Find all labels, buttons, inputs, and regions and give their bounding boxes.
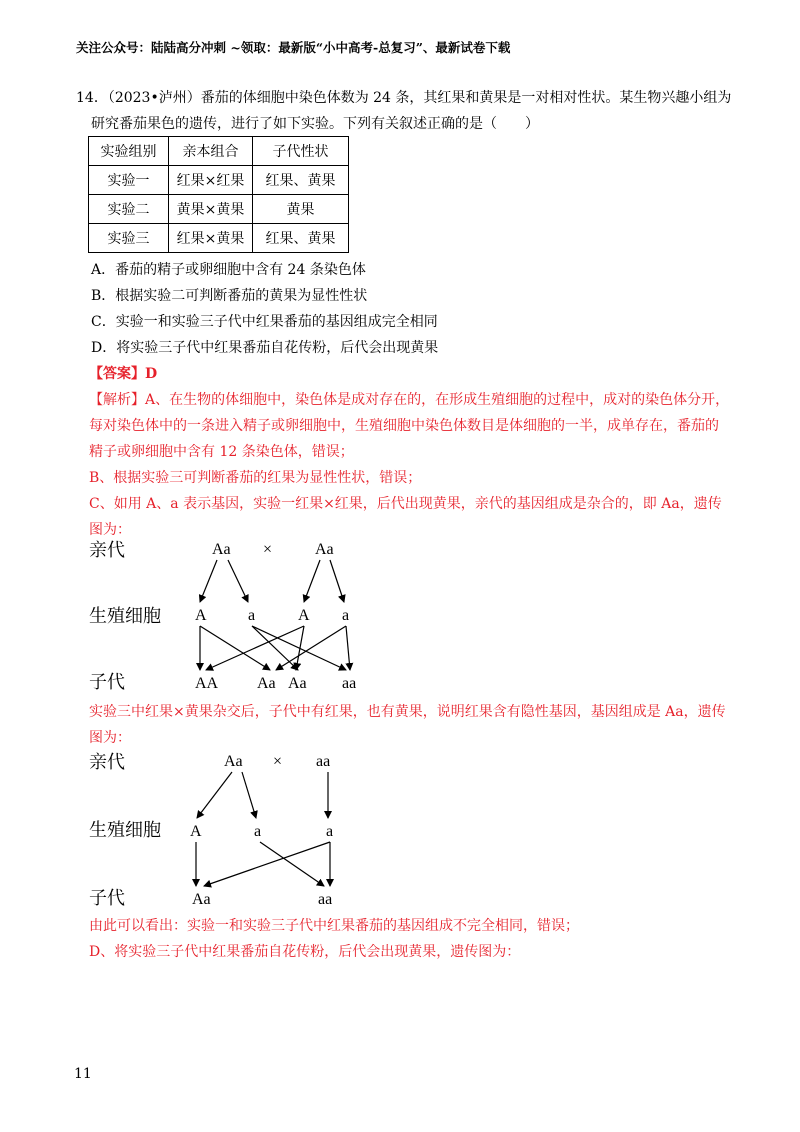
option-c: C．实验一和实验三子代中红果番茄的基因组成完全相同 bbox=[91, 314, 438, 330]
cross-symbol: × bbox=[263, 541, 273, 558]
table-cell: 黄果×黄果 bbox=[169, 195, 253, 224]
gamete: A bbox=[195, 607, 207, 624]
gamete: A bbox=[298, 607, 310, 624]
table-header-cell: 亲本组合 bbox=[169, 137, 253, 166]
table-cell: 红果、黄果 bbox=[253, 224, 349, 253]
table-header-cell: 实验组别 bbox=[89, 137, 169, 166]
analysis-c3-line-1: 实验三中红果×黄果杂交后，子代中有红果，也有黄果，说明红果含有隐性基因，基因组成是 Aa，遗传 bbox=[89, 704, 726, 720]
table-row bbox=[89, 224, 349, 253]
page-header: 关注公众号：陆陆高分冲刺 ~领取：最新版“小中高考-总复习”、最新试卷下载 bbox=[76, 40, 511, 55]
experiment-table bbox=[88, 136, 349, 253]
table-cell: 红果、黄果 bbox=[253, 166, 349, 195]
question-line-2: 研究番茄果色的遗传，进行了如下实验。下列有关叙述正确的是（ ） bbox=[91, 116, 539, 132]
label-offspring: 子代 bbox=[89, 672, 125, 692]
option-a: A．番茄的精子或卵细胞中含有 24 条染色体 bbox=[91, 262, 366, 278]
label-offspring: 子代 bbox=[89, 888, 125, 908]
offspring: Aa bbox=[257, 675, 276, 692]
parent-right: Aa bbox=[315, 541, 334, 558]
analysis-a-line-3: 精子或卵细胞中含有 12 条染色体，错误； bbox=[89, 444, 354, 460]
analysis-b-line: B、根据实验三可判断番茄的红果为显性性状，错误； bbox=[89, 470, 422, 486]
label-gamete: 生殖细胞 bbox=[89, 820, 161, 840]
table-row bbox=[89, 166, 349, 195]
gamete: A bbox=[190, 823, 202, 840]
analysis-c-line-2: 图为： bbox=[89, 522, 131, 538]
question-line-1: 14．（2023•泸州）番茄的体细胞中染色体数为 24 条，其红果和黄果是一对相对性状。某生物兴趣小组为 bbox=[76, 90, 732, 106]
offspring: Aa bbox=[192, 891, 211, 908]
table-row bbox=[89, 195, 349, 224]
analysis-c3-line-2: 图为： bbox=[89, 730, 131, 746]
gamete: a bbox=[342, 607, 350, 624]
offspring: aa bbox=[318, 891, 333, 908]
gamete: a bbox=[248, 607, 256, 624]
cross-diagram-1 bbox=[80, 532, 420, 702]
parent-right: aa bbox=[316, 753, 331, 770]
answer: 【答案】D bbox=[89, 366, 158, 382]
table-cell: 红果×红果 bbox=[169, 166, 253, 195]
offspring: Aa bbox=[288, 675, 307, 692]
table-cell: 实验二 bbox=[89, 195, 169, 224]
page-number: 11 bbox=[74, 1066, 92, 1082]
cross-symbol: × bbox=[273, 753, 283, 770]
offspring: AA bbox=[195, 675, 219, 692]
option-b: B．根据实验二可判断番茄的黄果为显性性状 bbox=[91, 288, 368, 304]
analysis-a-line-2: 每对染色体中的一条进入精子或卵细胞中，生殖细胞中染色体数目是体细胞的一半，成单存在，番茄的 bbox=[89, 418, 719, 434]
gamete: a bbox=[254, 823, 262, 840]
table-cell: 黄果 bbox=[253, 195, 349, 224]
analysis-conclusion: 由此可以看出：实验一和实验三子代中红果番茄的基因组成不完全相同，错误； bbox=[89, 918, 579, 934]
label-gamete: 生殖细胞 bbox=[89, 606, 161, 626]
table-cell: 红果×黄果 bbox=[169, 224, 253, 253]
analysis-d-line: D、将实验三子代中红果番茄自花传粉，后代会出现黄果，遗传图为： bbox=[89, 944, 521, 960]
gamete: a bbox=[326, 823, 334, 840]
table-cell: 实验三 bbox=[89, 224, 169, 253]
analysis-c-line-1: C、如用 A、a 表示基因，实验一红果×红果，后代出现黄果，亲代的基因组成是杂合的，即 Aa，遗传 bbox=[89, 496, 722, 512]
offspring: aa bbox=[342, 675, 357, 692]
label-parent: 亲代 bbox=[89, 540, 125, 560]
table-header-row bbox=[89, 137, 349, 166]
label-parent: 亲代 bbox=[89, 752, 125, 772]
cross-diagram-2 bbox=[80, 740, 420, 912]
analysis-a-line-1: 【解析】A、在生物的体细胞中，染色体是成对存在的，在形成生殖细胞的过程中，成对的染色体分开， bbox=[89, 392, 730, 408]
option-d: D．将实验三子代中红果番茄自花传粉，后代会出现黄果 bbox=[91, 340, 439, 356]
parent-left: Aa bbox=[224, 753, 243, 770]
table-header-cell: 子代性状 bbox=[253, 137, 349, 166]
table-cell: 实验一 bbox=[89, 166, 169, 195]
parent-left: Aa bbox=[212, 541, 231, 558]
